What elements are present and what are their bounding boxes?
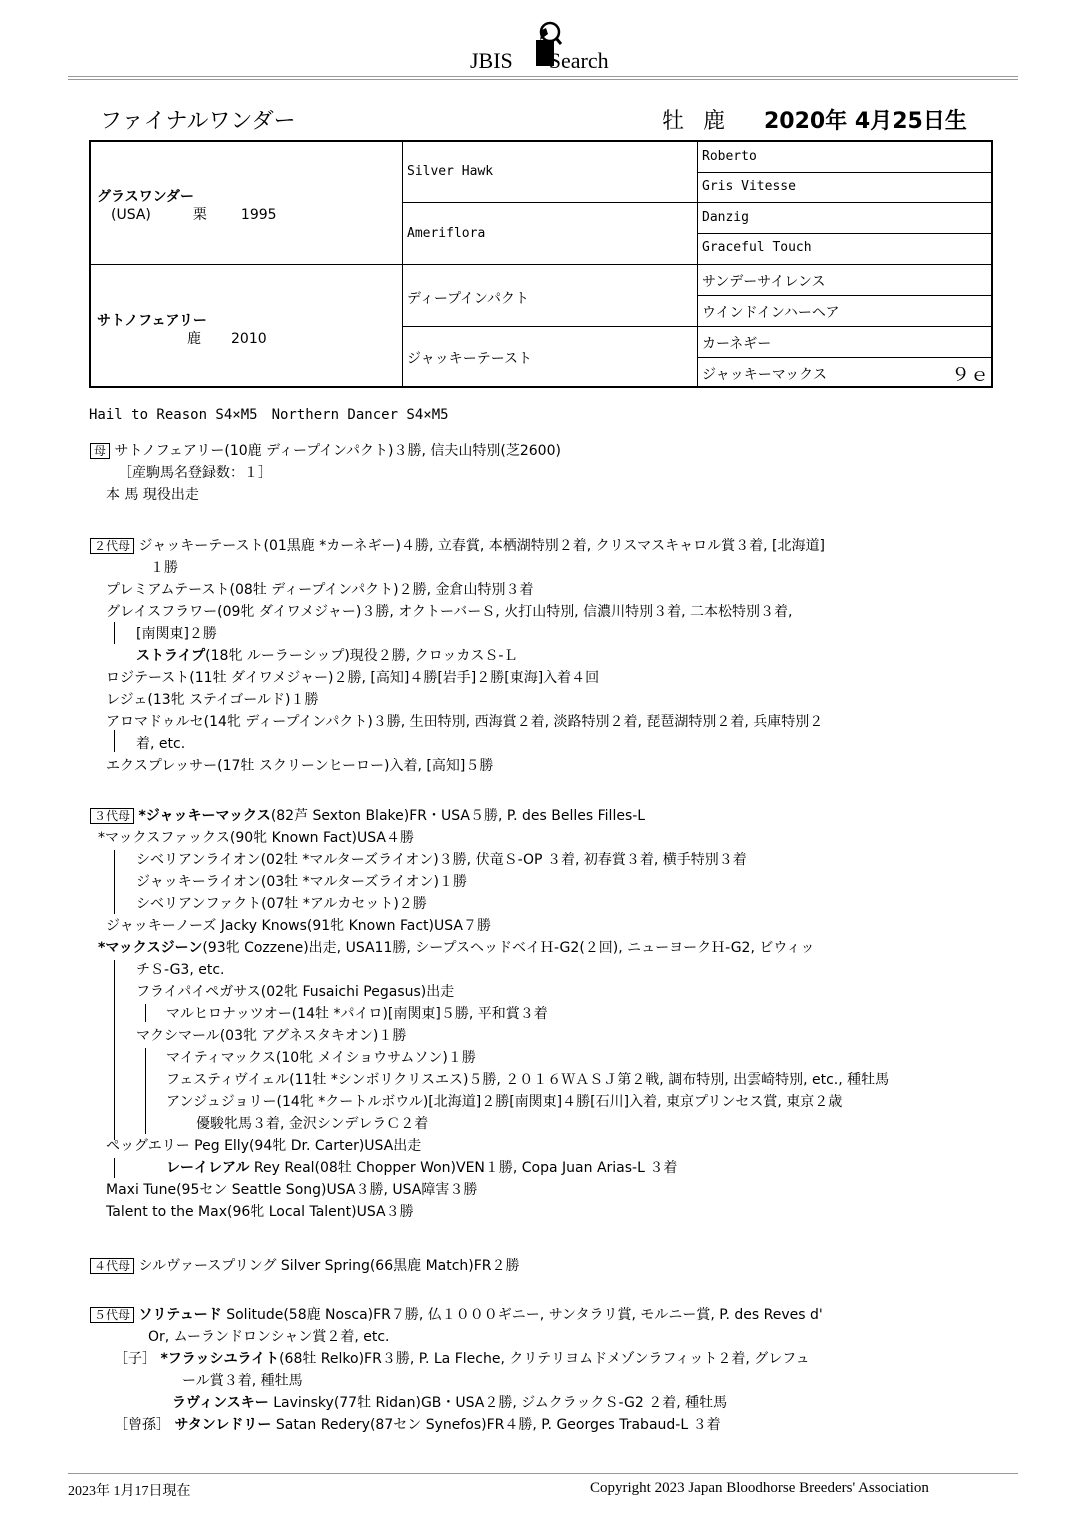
family-line (106, 601, 792, 621)
gen3-4: Graceful Touch (702, 240, 812, 255)
tree-bar (114, 1158, 115, 1178)
family-line-text: ール賞３着, 種牡馬 (182, 1373, 303, 1389)
family-line (136, 645, 517, 665)
family-line (118, 462, 272, 482)
family-line (150, 557, 178, 577)
family-line (90, 1304, 823, 1324)
family-line-text: 優駿牝馬３着, 金沢シンデレラＣ２着 (196, 1116, 429, 1132)
sire-sire: Silver Hawk (407, 164, 494, 179)
inbreeding: Hail to Reason S4×M5 Northern Dancer S4×M5 (89, 407, 449, 423)
family-line-text: エクスプレッサー(17牡 スクリーンヒーロー)入着, [高知]５勝 (106, 758, 494, 774)
family-line-text: プレミアムテースト(08牡 ディープインパクト)２勝, 金倉山特別３着 (106, 582, 534, 598)
family-line-text: ペッグエリー Peg Elly(94牝 Dr. Carter)USA出走 (106, 1138, 422, 1154)
family-line (106, 1179, 477, 1199)
family-line-text: Maxi Tune(95セン Seattle Song)USA３勝, USA障害３勝 (106, 1182, 478, 1198)
family-line-text: マルヒロナッツオー(14牡 *パイロ)[南関東]５勝, 平和賞３着 (166, 1006, 548, 1022)
generation-label: ２代母 (90, 538, 134, 554)
family-line (166, 1003, 548, 1023)
family-line-text: グレイスフラワー(09牝 ダイワメジャー)３勝, オクトーバーＳ, 火打山特別, 信濃川特別３着, 二本松特別３着, (106, 604, 793, 620)
family-line-text: Rey Real(08牡 Chopper Won)VEN１勝, Copa Juan Arias-L ３着 (249, 1160, 678, 1176)
family-line (90, 440, 561, 460)
logo-brand: JBIS (470, 48, 513, 73)
tree-bar (114, 850, 115, 914)
family-line (166, 1157, 677, 1177)
sire-origin: (USA) 栗 1995 (111, 207, 277, 223)
sire-name: グラスワンダー (97, 189, 195, 205)
family-line-text: サトノフェアリー(10鹿 ディープインパクト)３勝, 信夫山特別(芝2600) (114, 443, 561, 459)
notable-horse-name: サタンレドリー (174, 1417, 272, 1433)
notable-horse-name: ラヴィンスキー (172, 1395, 269, 1411)
family-line (136, 733, 185, 753)
family-line (136, 1025, 406, 1045)
notable-horse-name: *マックスジーン (98, 940, 203, 956)
family-line-text: (93牝 Cozzene)出走, USA11勝, シープスヘッドベイＨ-G2(２回), ニューヨークＨ-G2, ビウィッ (202, 940, 815, 956)
family-line (166, 1069, 889, 1089)
header-rule (68, 79, 1018, 80)
family-line-text: １勝 (150, 560, 178, 576)
family-line-text: アロマドゥルセ(14牝 ディープインパクト)３勝, 生田特別, 西海賞２着, 淡路特別２着, 琵琶湖特別２着, 兵庫特別２ (106, 714, 824, 730)
family-line (106, 484, 199, 504)
family-line-text: シベリアンファクト(07牡 *アルカセット)２勝 (136, 896, 427, 912)
family-line (114, 1414, 721, 1434)
family-line (166, 1091, 842, 1111)
family-line-text: チＳ-G3, etc. (136, 962, 225, 978)
notable-horse-name: *フラッシユライト (160, 1351, 280, 1367)
gen3-3: Danzig (702, 210, 749, 225)
pedigree-table (89, 140, 993, 388)
family-line-text: [南関東]２勝 (136, 626, 217, 642)
horse-name: ファイナルワンダー (100, 109, 296, 134)
family-line-text: シルヴァースプリング Silver Spring(66黒鹿 Match)FR２勝 (138, 1258, 520, 1274)
family-line (90, 1255, 520, 1275)
horse-sex-color: 牡 鹿 (662, 109, 731, 134)
gen3-1: Roberto (702, 149, 757, 164)
family-line (136, 623, 217, 643)
family-line-text: フライパイペガサス(02牝 Fusaichi Pegasus)出走 (136, 984, 455, 1000)
dam-details: 鹿 2010 (187, 331, 267, 347)
generation-label: ５代母 (90, 1307, 134, 1323)
sire-dam: Ameriflora (407, 226, 486, 241)
family-line-text: Satan Redery(87セン Synefos)FR４勝, P. Georges Trabaud-L ３着 (271, 1417, 721, 1433)
family-line-text: シベリアンライオン(02牡 *マルターズライオン)３勝, 伏竜Ｓ-OP ３着, 初春賞３着, 横手特別３着 (136, 852, 747, 868)
tree-bar (145, 1048, 146, 1134)
family-line (90, 535, 825, 555)
dam-dam: ジャッキーテースト (407, 351, 533, 367)
family-line (148, 1326, 390, 1346)
family-line (98, 827, 414, 847)
family-line (172, 1392, 727, 1412)
family-line-text: ジャッキーテースト(01黒鹿 *カーネギー)４勝, 立春賞, 本栖湖特別２着, クリスマスキャロル賞３着, [北海道] (138, 538, 825, 554)
dam-sire: ディープインパクト (407, 291, 529, 307)
generation-label: 母 (90, 443, 110, 459)
family-line (166, 1047, 476, 1067)
family-line-text: 本 馬 現役出走 (106, 487, 199, 503)
gen3-7: カーネギー (702, 336, 772, 352)
horse-birth-date: 2020年 4月25日生 (764, 109, 967, 134)
family-line (136, 849, 747, 869)
family-line (182, 1370, 303, 1390)
notable-horse-name: レーイレアル (166, 1160, 250, 1176)
family-line (106, 579, 534, 599)
family-line (136, 959, 224, 979)
family-line (106, 755, 493, 775)
family-line (106, 689, 318, 709)
family-line-text: (68牡 Relko)FR３勝, P. La Fleche, クリテリヨムドメゾンラフィット２着, グレフュ (279, 1351, 810, 1367)
family-line (106, 915, 491, 935)
family-line-text: フェスティヴイェル(11牡 *シンボリクリスエス)５勝, ２０１６ＷＡＳＪ第２戦, 調布特別, 出雲崎特別, etc., 種牡馬 (166, 1072, 890, 1088)
family-line-text: *マックスファックス(90牝 Known Fact)USA４勝 (98, 830, 414, 846)
generation-label: ４代母 (90, 1258, 134, 1274)
generation-label: ３代母 (90, 808, 134, 824)
family-line (106, 667, 599, 687)
notable-horse-name: ソリテュード (138, 1307, 222, 1323)
relation-prefix: ［曾孫］ (114, 1417, 175, 1433)
family-line (106, 1135, 421, 1155)
family-line-text: (82芦 Sexton Blake)FR・USA５勝, P. des Belles Filles-L (270, 808, 646, 824)
family-line-text: Solitude(58鹿 Nosca)FR７勝, 仏１０００ギニー, サンタラリ賞, モルニー賞, P. des Reves d' (221, 1307, 823, 1323)
tree-bar (114, 960, 115, 1140)
family-line-text: ロジテースト(11牡 ダイワメジャー)２勝, [高知]４勝[岩手]２勝[東海]入着４回 (106, 670, 600, 686)
family-line (106, 1201, 414, 1221)
footer-date: 2023年 1月17日現在 (68, 1484, 191, 1499)
family-line (98, 937, 815, 957)
family-line-text: (18牝 ルーラーシップ)現役２勝, クロッカスＳ-Ｌ (205, 648, 518, 664)
gen3-6: ウインドインハーヘア (702, 305, 840, 321)
tree-bar (114, 730, 115, 752)
footer-rule (68, 1473, 1018, 1474)
family-line (90, 805, 645, 825)
family-line-text: ジャッキーライオン(03牡 *マルターズライオン)１勝 (136, 874, 467, 890)
family-line-text: マクシマール(03牝 アグネスタキオン)１勝 (136, 1028, 407, 1044)
footer-copyright: Copyright 2023 Japan Bloodhorse Breeders' Association (590, 1480, 929, 1496)
family-line-text: 着, etc. (136, 736, 186, 752)
family-line-text: Or, ムーランドロンシャン賞２着, etc. (148, 1329, 390, 1345)
logo-product: Search (548, 48, 609, 73)
family-line-text: ［産駒馬名登録数：１］ (118, 465, 272, 481)
family-line (114, 1348, 810, 1368)
family-line-text: マイティマックス(10牝 メイショウサムソン)１勝 (166, 1050, 476, 1066)
relation-prefix: ［子］ (114, 1351, 161, 1367)
family-line (106, 711, 823, 731)
family-line (136, 871, 467, 891)
dam-name: サトノフェアリー (97, 313, 207, 329)
tree-bar (145, 1004, 146, 1022)
notable-horse-name: *ジャッキーマックス (138, 808, 271, 824)
jbis-search-logo (470, 18, 640, 76)
tree-bar (114, 622, 115, 644)
header-rule (68, 76, 1018, 77)
gen3-5: サンデーサイレンス (702, 274, 826, 290)
gen3-2: Gris Vitesse (702, 179, 796, 194)
family-line (136, 893, 427, 913)
gen3-8: ジャッキーマックス (702, 367, 828, 383)
notable-horse-name: ストライプ (136, 648, 206, 664)
family-line-text: ジャッキーノーズ Jacky Knows(91牝 Known Fact)USA７勝 (106, 918, 491, 934)
family-line-text: Talent to the Max(96牝 Local Talent)USA３勝 (106, 1204, 414, 1220)
family-line-text: Lavinsky(77牡 Ridan)GB・USA２勝, ジムクラックＳ-G2 ２着, 種牡馬 (268, 1395, 728, 1411)
family-line (136, 981, 454, 1001)
family-line-text: レジェ(13牝 ステイゴールド)１勝 (106, 692, 319, 708)
family-number: ９ｅ (951, 364, 990, 386)
family-line-text: アンジュジョリー(14牝 *クートルボウル)[北海道]２勝[南関東]４勝[石川]入着, 東京プリンセス賞, 東京２歳 (166, 1094, 843, 1110)
family-line (196, 1113, 428, 1133)
